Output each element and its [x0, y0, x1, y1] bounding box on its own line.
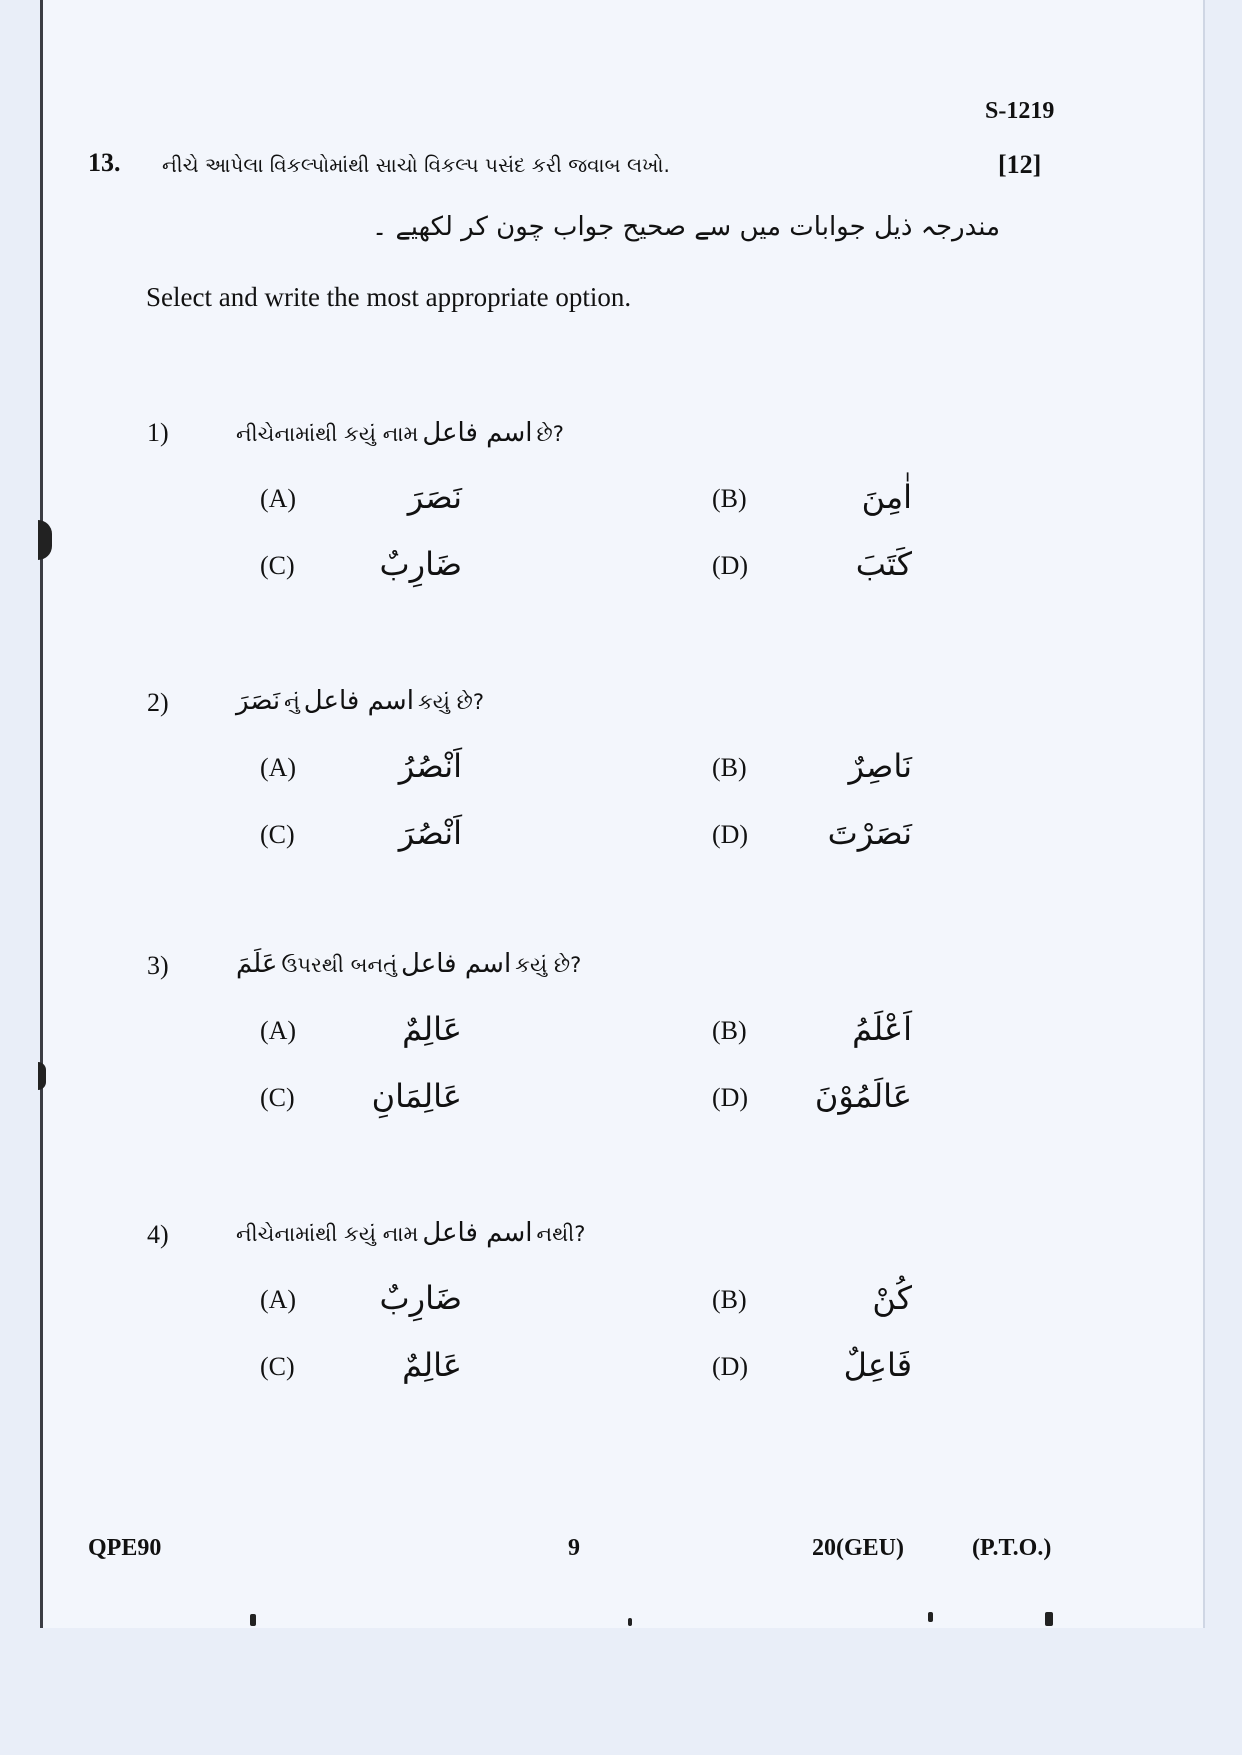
- option-text: كَتَبَ: [855, 545, 912, 583]
- paper-code: S-1219: [985, 98, 1055, 124]
- option-label: (D): [712, 1352, 749, 1381]
- prompt-text: કયું છે?: [417, 690, 485, 714]
- option-text: عَالَمُوْنَ: [814, 1077, 912, 1115]
- pto-label: (P.T.O.): [972, 1535, 1052, 1561]
- option-text: اٰمِنَ: [861, 478, 912, 516]
- prompt-arabic: اسم فاعل: [303, 686, 414, 716]
- item-prompt: [236, 418, 564, 448]
- option-label: (C): [260, 1083, 295, 1112]
- scan-speck: [928, 1612, 933, 1622]
- prompt-text: નું: [284, 690, 300, 714]
- scan-speck: [250, 1614, 256, 1626]
- option-label: (A): [260, 1285, 297, 1314]
- item-prompt: [236, 686, 484, 716]
- scan-speck: [1045, 1612, 1053, 1626]
- item-prompt: [236, 1218, 585, 1248]
- option-label: (D): [712, 820, 749, 849]
- option-text: اَنْصُرَ: [398, 814, 462, 852]
- option-label: (B): [712, 484, 747, 513]
- option-text: نَصَرَ: [407, 478, 462, 516]
- prompt-text: નીચેનામાંથી કયું નામ: [236, 1222, 419, 1246]
- instruction-gujarati: નીચે આપેલા વિકલ્પોમાંથી સાચો વિકલ્પ પસંદ કરી જવાબ લખો.: [162, 153, 670, 177]
- option-label: (A): [260, 484, 297, 513]
- option-label: (D): [712, 551, 749, 580]
- option-label: (B): [712, 1285, 747, 1314]
- prompt-arabic: اسم فاعل: [401, 949, 512, 979]
- option-text: فَاعِلٌ: [843, 1346, 912, 1384]
- option-text: عَالِمٌ: [402, 1346, 462, 1384]
- instruction-english: Select and write the most appropriate option.: [146, 282, 632, 312]
- option-label: (C): [260, 820, 295, 849]
- option-label: (A): [260, 753, 297, 782]
- prompt-arabic: اسم فاعل: [422, 418, 533, 448]
- option-label: (A): [260, 1016, 297, 1045]
- prompt-arabic: نَصَرَ: [236, 686, 281, 716]
- item-number: 4): [147, 1220, 169, 1249]
- prompt-arabic: عَلَمَ: [236, 949, 278, 979]
- exam-page: [40, 0, 1205, 1628]
- option-text: نَاصِرٌ: [848, 747, 912, 785]
- prompt-text: કયું છે?: [515, 953, 582, 977]
- option-text: اَعْلَمُ: [852, 1010, 912, 1048]
- option-text: اَنْصُرُ: [398, 747, 462, 785]
- prompt-text: છે?: [536, 422, 564, 446]
- question-number: 13.: [88, 148, 121, 177]
- option-text: عَالِمَانِ: [371, 1077, 462, 1115]
- footer-code: QPE90: [88, 1535, 162, 1561]
- instruction-urdu: مندرجہ ذیل جوابات میں سے صحیح جواب چون کر لکھیے ۔: [372, 212, 1000, 242]
- item-number: 1): [147, 418, 169, 447]
- option-text: كُنْ: [872, 1279, 912, 1317]
- option-label: (B): [712, 753, 747, 782]
- binding-mark: [38, 1062, 46, 1090]
- prompt-text: નથી?: [536, 1222, 586, 1246]
- prompt-text: ઉપરથી બનતું: [281, 953, 398, 977]
- scan-speck: [628, 1618, 632, 1626]
- option-label: (D): [712, 1083, 749, 1112]
- page-number: 9: [568, 1535, 580, 1561]
- footer-series: 20(GEU): [812, 1535, 904, 1561]
- option-text: عَالِمٌ: [402, 1010, 462, 1048]
- item-number: 3): [147, 951, 169, 980]
- option-label: (B): [712, 1016, 747, 1045]
- marks: [12]: [998, 150, 1042, 179]
- item-prompt: [236, 949, 581, 979]
- option-text: نَصَرْتَ: [827, 814, 912, 852]
- option-text: ضَارِبٌ: [379, 545, 462, 583]
- option-label: (C): [260, 551, 295, 580]
- item-number: 2): [147, 688, 169, 717]
- option-label: (C): [260, 1352, 295, 1381]
- option-text: ضَارِبٌ: [379, 1279, 462, 1317]
- prompt-text: નીચેનામાંથી કયું નામ: [236, 422, 419, 446]
- prompt-arabic: اسم فاعل: [422, 1218, 533, 1248]
